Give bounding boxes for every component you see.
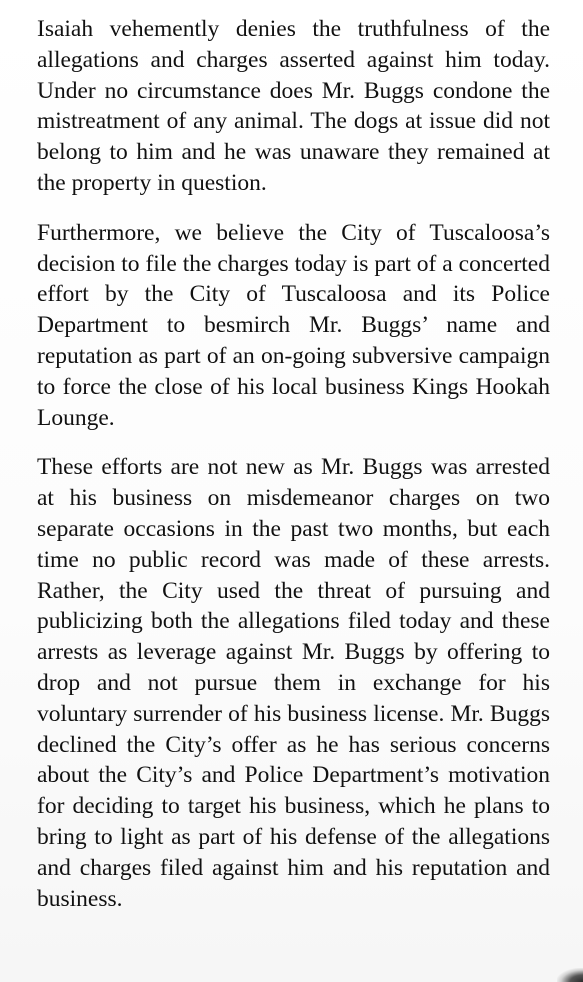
paragraph-prior-arrests: These efforts are not new as Mr. Buggs was arrested at his business on misdemeanor charges on two separate occasions in the past two months, but each time no public record was made of these arrests. Rather, the City used the threat of pursuing and publicizing both the allegations filed today and these arrests as leverage against Mr. Buggs by offering to drop and not pursue them in exchange for his voluntary surrender of his business license. Mr. Buggs declined the City’s offer as he has serious concerns about the City’s and Police Department’s motivation for deciding to target his business, which he plans to bring to light as part of his defense of the allegations and charges filed against him and his reputation and business.: [37, 454, 550, 912]
page-corner-shadow: [557, 968, 583, 982]
paragraph-denial: Isaiah vehemently denies the truthfulness of the allegations and charges asserted against him today. Under no circumstance does Mr. Buggs condone the mistreatment of any animal. The dogs at issue did not belong to him and he was unaware they remained at the property in question.: [37, 16, 550, 196]
paragraph-city-effort: Furthermore, we believe the City of Tuscaloosa’s decision to file the charges today is part of a concerted effort by the City of Tuscaloosa and its Police Department to besmirch Mr. Buggs’ name and reputation as part of an on-going subversive campaign to force the close of his local business Kings Hookah Lounge.: [37, 219, 550, 431]
